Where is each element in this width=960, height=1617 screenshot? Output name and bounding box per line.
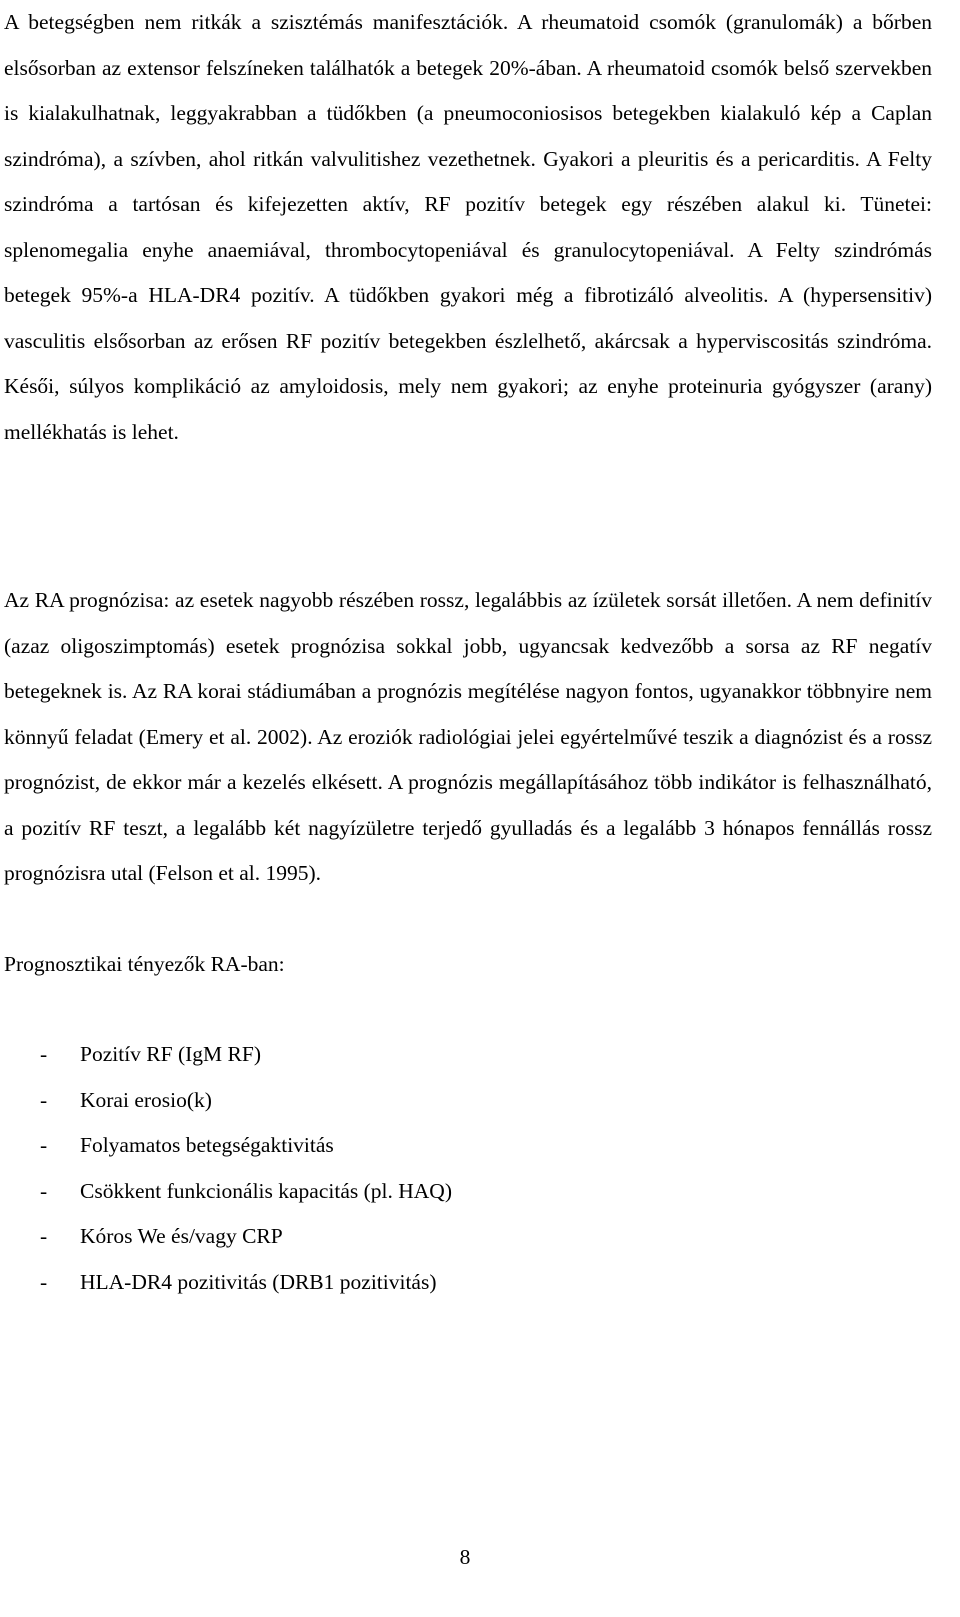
page-number: 8 xyxy=(459,1545,471,1569)
list-item-text: Csökkent funkcionális kapacitás (pl. HAQ) xyxy=(80,1178,452,1203)
prognostic-factors-heading: Prognosztikai tényezők RA-ban: xyxy=(4,952,285,976)
prognostic-factors-list xyxy=(4,1032,452,1305)
list-dash: - xyxy=(40,1224,48,1248)
list-item-text: Kóros We és/vagy CRP xyxy=(80,1224,283,1248)
paragraph-prognosis: Az RA prognózisa: az esetek nagyobb részében rossz, legalábbis az ízületek sorsát illetően. A nem definitív (azaz oligoszimptomás) esetek prognózisa sokkal jobb, ugyancsak kedvezőbb a sorsa az RF negatív betegeknek is. Az RA korai stádiumában a prognózis megítélése nagyon fontos, ugyanakkor többnyire nem könnyű feladat (Emery et al. 2002). Az eroziók radiológiai jelei egyértelművé teszik a diagnózist és a rossz prognózist, de ekkor már a kezelés elkésett. A prognózis megállapításához több indikátor is felhasználható, a pozitív RF teszt, a legalább két nagyízületre terjedő gyulladás és a legalább 3 hónapos fennállás rossz prognózisra utal (Felson et al. 1995). xyxy=(4,588,932,885)
list-item xyxy=(4,1032,452,1078)
list-item xyxy=(4,1078,452,1124)
list-item xyxy=(4,1169,452,1215)
list-item xyxy=(4,1260,452,1306)
list-dash: - xyxy=(40,1269,48,1294)
list-dash: - xyxy=(40,1087,48,1112)
list-item-text: Folyamatos betegségaktivitás xyxy=(80,1133,334,1157)
list-item-text: Korai erosio(k) xyxy=(80,1087,212,1112)
list-dash: - xyxy=(40,1178,48,1203)
list-dash: - xyxy=(40,1133,48,1157)
list-item-text: Pozitív RF (IgM RF) xyxy=(80,1042,261,1066)
paragraph-systemic-manifestations: A betegségben nem ritkák a szisztémás manifesztációk. A rheumatoid csomók (granulomák) a bőrben elsősorban az extensor felszíneken találhatók a betegek 20%-ában. A rheumatoid csomók belső szervekben is kialakulhatnak, leggyakrabban a tüdőkben (a pneumoconiosisos betegekben kialakuló kép a Caplan szindróma), a szívben, ahol ritkán valvulitishez vezethetnek. Gyakori a pleuritis és a pericarditis. A Felty szindróma a tartósan és kifejezetten aktív, RF pozitív betegek egy részében alakul ki. Tünetei: splenomegalia enyhe anaemiával, thrombocytopeniával és granulocytopeniával. A Felty szindrómás betegek 95%-a HLA-DR4 pozitív. A tüdőkben gyakori még a fibrotizáló alveolitis. A (hypersensitiv) vasculitis elsősorban az erősen RF pozitív betegekben észlelhető, akárcsak a hyperviscositás szindróma. Késői, súlyos komplikáció az amyloidosis, mely nem gyakori; az enyhe proteinuria gyógyszer (arany) mellékhatás is lehet. xyxy=(4,10,932,444)
list-item xyxy=(4,1214,452,1260)
list-item xyxy=(4,1123,452,1169)
list-dash: - xyxy=(40,1042,48,1066)
list-item-text: HLA-DR4 pozitivitás (DRB1 pozitivitás) xyxy=(80,1269,437,1294)
